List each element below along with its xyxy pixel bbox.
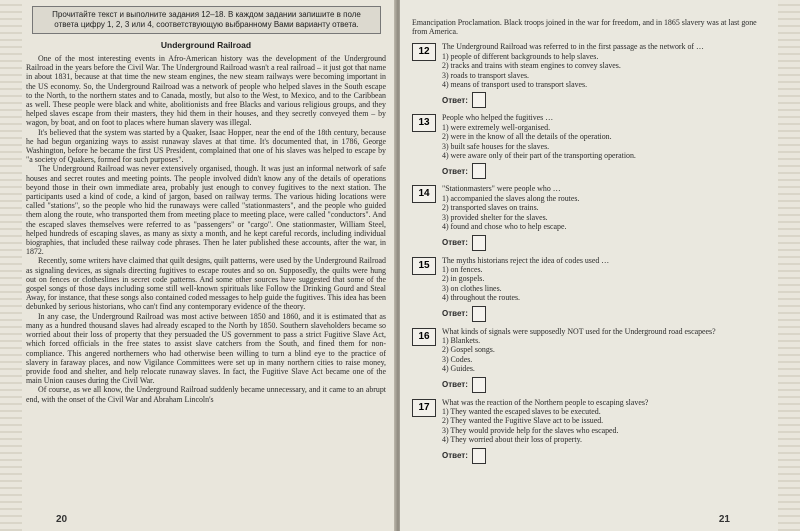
task-option: 2) were in the know of all the details of the operation. bbox=[442, 132, 612, 142]
task-option: 1) on fences. bbox=[442, 264, 483, 274]
answer-row bbox=[442, 306, 770, 322]
task-12 bbox=[412, 42, 770, 108]
task-instruction-box: Прочитайте текст и выполните задания 12–18. В каждом задании запишите в поле ответа цифру 1, 2, 3 или 4, соответствующую выбранному Вами варианту ответа. bbox=[32, 6, 381, 34]
task-body bbox=[442, 113, 770, 179]
task-option: 2) Gospel songs. bbox=[442, 345, 495, 355]
task-body bbox=[442, 398, 770, 464]
page-number-right: 21 bbox=[718, 514, 730, 525]
answer-label: Ответ: bbox=[442, 450, 468, 460]
right-page bbox=[400, 0, 800, 531]
answer-box[interactable] bbox=[472, 448, 486, 464]
task-option: 1) people of different backgrounds to help slaves. bbox=[442, 51, 599, 61]
answer-label: Ответ: bbox=[442, 166, 468, 176]
task-option: 4) throughout the routes. bbox=[442, 293, 521, 303]
task-option: 1) They wanted the escaped slaves to be executed. bbox=[442, 406, 601, 416]
answer-row bbox=[442, 377, 770, 393]
task-option: 3) They would provide help for the slaves who escaped. bbox=[442, 425, 619, 435]
task-question: People who helped the fugitives … bbox=[442, 113, 554, 123]
task-option: 2) They wanted the Fugitive Slave act to be issued. bbox=[442, 416, 604, 426]
task-body bbox=[442, 184, 770, 250]
task-number: 14 bbox=[412, 185, 436, 203]
page-border-ornament-right bbox=[778, 0, 800, 531]
left-page-content bbox=[26, 6, 386, 404]
task-question: "Stationmasters" were people who … bbox=[442, 184, 561, 194]
answer-label: Ответ: bbox=[442, 95, 468, 105]
answer-box[interactable] bbox=[472, 377, 486, 393]
task-question: The Underground Railroad was referred to in the first passage as the network of … bbox=[442, 42, 704, 52]
task-option: 2) transported slaves on trains. bbox=[442, 203, 539, 213]
article-paragraph-5: In any case, the Underground Railroad was most active between 1850 and 1860, and it is estimated that as many as a hundred thousand slaves had already escaped to the North by 1850. Southern slaveholders became so worried about their loss of property that they persuaded the US government to pass a strict Fugitive Slave Act, which forced officials in the free states to assist slave catchers from the South, and fined them for non-compliance. This angered northerners who had otherwise been willing to turn a blind eye to the practice of slavery in faraway places, and now Vigilance Committees were set up in many northern cities to raise money, provide food and shelter, and help relocate runaway slaves. In fact, the Fugitive Slave Act became one of the main Union causes during the Civil War. bbox=[26, 311, 386, 386]
task-number: 15 bbox=[412, 257, 436, 275]
answer-row bbox=[442, 448, 770, 464]
answer-row bbox=[442, 163, 770, 179]
article-paragraph-2: It's believed that the system was started by a Quaker, Isaac Hopper, near the end of the 18th century, because he had begun organizing ways to assist runaway slaves at that time. It's documented that, in 1786, George Washington, before he became the first US President, complained that one of his slaves was helped to escape by "a society of Quakers, formed for such purposes". bbox=[26, 127, 386, 165]
answer-row bbox=[442, 92, 770, 108]
article-continuation: Emancipation Proclamation. Black troops joined in the war for freedom, and in 1865 slavery was at last gone from America. bbox=[412, 18, 757, 37]
task-option: 2) in gospels. bbox=[442, 274, 485, 284]
article-paragraph-4: Recently, some writers have claimed that quilt designs, quilt patterns, were used by the Underground Railroad as signaling devices, as signals directing fugitives to escape routes and so on. Supposedly, the quilts were hung out on fences or clotheslines in secret code patterns. And some other sources have suggested that some of the gospel songs of those days including some still well-known spirituals like Follow the Drinking Gourd and Steal Away, for instance, that these songs also contained coded messages to help guide the fugitives. This idea has been debunked by serious historians, who can't find any contemporary evidence of the theory. bbox=[26, 256, 386, 312]
answer-label: Ответ: bbox=[442, 308, 468, 318]
task-option: 3) roads to transport slaves. bbox=[442, 70, 529, 80]
article-paragraph-1: One of the most interesting events in Afro-American history was the development of the Underground Railroad in the years before the Civil War. The Underground Railroad wasn't a real railroad – it just got that name in about 1831, because at that time the new steam engines, the new steam railways were becoming important in the US economy. So, the Underground Railroad was a network of people who helped slaves in the South escape to the North, to the northern states and to Canada, mostly, but also to the West, to Mexico, and to the Caribbean as well. These people were black and white, abolitionists and free Blacks and various religious groups, and they helped slaves escape from their masters, they hid them in their houses, and they secretly conveyed them – by wagon, by boat, and on foot to places where human slavery was illegal. bbox=[26, 54, 386, 128]
task-question: The myths historians reject the idea of codes used … bbox=[442, 255, 610, 265]
answer-label: Ответ: bbox=[442, 237, 468, 247]
task-option: 4) Guides. bbox=[442, 364, 475, 374]
task-option: 4) found and chose who to help escape. bbox=[442, 222, 567, 232]
task-17 bbox=[412, 398, 770, 464]
task-16 bbox=[412, 327, 770, 393]
task-number: 17 bbox=[412, 399, 436, 417]
task-body bbox=[442, 256, 770, 322]
right-page-content bbox=[412, 18, 770, 469]
article-paragraph-6: Of course, as we all know, the Underground Railroad suddenly became unnecessary, and it came to an abrupt end, with the onset of the Civil War and Abraham Lincoln's bbox=[26, 385, 386, 404]
task-option: 1) were extremely well-organised. bbox=[442, 122, 551, 132]
task-question: What was the reaction of the Northern people to escaping slaves? bbox=[442, 397, 649, 407]
answer-box[interactable] bbox=[472, 92, 486, 108]
answer-box[interactable] bbox=[472, 235, 486, 251]
task-option: 4) means of transport used to transport slaves. bbox=[442, 80, 588, 90]
task-option: 4) They worried about their loss of property. bbox=[442, 435, 583, 445]
answer-row bbox=[442, 235, 770, 251]
page-number-left: 20 bbox=[56, 514, 68, 525]
task-number: 16 bbox=[412, 328, 436, 346]
article-paragraph-3: The Underground Railroad was never extensively organised, though. It was just an informal network of safe houses and secret routes and meeting points. The people involved didn't know any of the details of operations beyond those in their own immediate area, probably just enough to convey fugitives to the next station. The participants used a kind of code, a kind of jargon, based on railway terms. The various hiding locations were called "stations", so the people who hid the runaways were called "stationmasters", and the people who guided them along the route, who transported them from meeting place to meeting place, were called "conductors". And the escaped slaves themselves were referred to as "passengers" or "cargo". One stationmaster, William Steel, helped hundreds of escaping slaves, as many as sixty a month, and he kept careful records, including individual biographies, that included these railway code phrases. Then he later published these accounts, after the war, in 1872. bbox=[26, 164, 386, 257]
task-15 bbox=[412, 256, 770, 322]
task-option: 3) Codes. bbox=[442, 354, 473, 364]
task-number: 12 bbox=[412, 43, 436, 61]
task-option: 3) on clothes lines. bbox=[442, 283, 502, 293]
page-border-ornament bbox=[0, 0, 22, 531]
task-option: 2) tracks and trains with steam engines to convey slaves. bbox=[442, 61, 621, 71]
task-option: 4) were aware only of their part of the transporting operation. bbox=[442, 151, 636, 161]
task-option: 1) Blankets. bbox=[442, 335, 481, 345]
article-title: Underground Railroad bbox=[160, 40, 252, 50]
task-body bbox=[442, 42, 770, 108]
task-option: 1) accompanied the slaves along the routes. bbox=[442, 193, 580, 203]
task-question: What kinds of signals were supposedly NOT used for the Underground road escapees? bbox=[442, 326, 716, 336]
left-page bbox=[0, 0, 396, 531]
task-option: 3) provided shelter for the slaves. bbox=[442, 212, 548, 222]
task-14 bbox=[412, 184, 770, 250]
answer-box[interactable] bbox=[472, 306, 486, 322]
task-option: 3) built safe houses for the slaves. bbox=[442, 141, 550, 151]
task-13 bbox=[412, 113, 770, 179]
answer-label: Ответ: bbox=[442, 379, 468, 389]
task-number: 13 bbox=[412, 114, 436, 132]
answer-box[interactable] bbox=[472, 163, 486, 179]
task-body bbox=[442, 327, 770, 393]
